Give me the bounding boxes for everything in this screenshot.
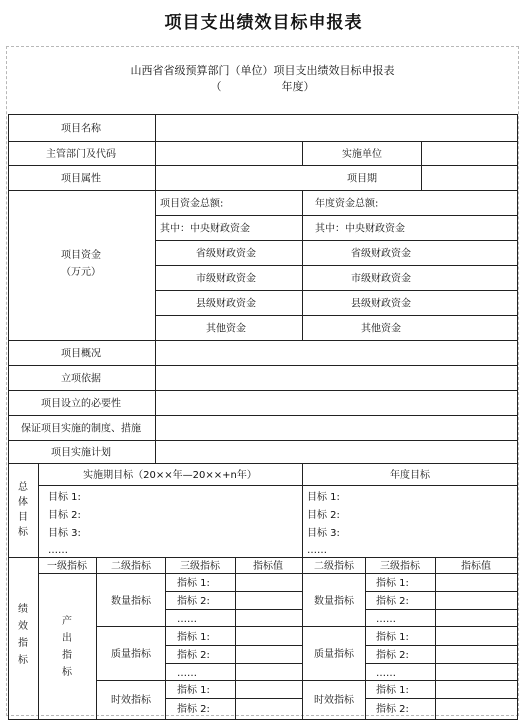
label-other-funds-year: 其他资金 [361, 323, 401, 335]
ind-timeliness: 时效指标 [111, 695, 151, 706]
label-funds-unit: （万元） [61, 267, 101, 278]
label-central-funds: 其中：中央财政资金 [160, 223, 250, 235]
ind-side-1: 绩 [18, 604, 28, 615]
goals-annual-header: 年度目标 [390, 470, 430, 481]
ind-header-value: 指标值 [253, 561, 283, 572]
ind-output-2: 出 [62, 633, 72, 644]
ind-output-4: 标 [62, 667, 72, 678]
ind-side-4: 标 [18, 655, 28, 666]
goal-annual-more: …… [307, 545, 327, 556]
label-provincial-funds-year: 省级财政资金 [351, 248, 411, 260]
ind-q-item-2-annual: 指标 2: [376, 596, 409, 607]
ind-quantity: 数量指标 [111, 596, 151, 607]
ind-quality: 质量指标 [111, 649, 151, 660]
ind-header-l1: 一级指标 [47, 561, 87, 572]
label-guarantee: 保证项目实施的制度、措施 [21, 423, 141, 435]
label-dept-code: 主管部门及代码 [46, 149, 116, 160]
ind-ql-item-1-annual: 指标 1: [376, 632, 409, 643]
label-plan: 项目实施计划 [51, 447, 111, 459]
label-impl-unit: 实施单位 [342, 149, 382, 160]
label-county-funds-year: 县级财政资金 [351, 298, 411, 310]
label-period: 项目期 [347, 173, 377, 185]
goal-annual-1: 目标 1: [307, 492, 340, 503]
label-necessity: 项目设立的必要性 [41, 398, 121, 410]
label-central-funds-year: 其中：中央财政资金 [315, 223, 405, 235]
ind-side-3: 指 [18, 638, 28, 649]
goals-side-3: 目 [18, 512, 28, 523]
ind-header-l2: 二级指标 [111, 561, 151, 572]
label-basis: 立项依据 [61, 373, 101, 385]
ind-header-l3-annual: 三级指标 [380, 561, 420, 572]
ind-q-item-1: 指标 1: [177, 578, 210, 589]
goal-impl-2: 目标 2: [48, 510, 81, 521]
ind-ql-item-more-annual: …… [376, 668, 396, 679]
goals-impl-header: 实施期目标（20××年—20××+n年） [83, 470, 257, 481]
ind-quality-annual: 质量指标 [314, 649, 354, 660]
ind-side-2: 效 [18, 621, 28, 632]
label-other-funds: 其他资金 [206, 323, 246, 335]
goal-impl-3: 目标 3: [48, 528, 81, 539]
ind-q-item-2: 指标 2: [177, 596, 210, 607]
label-funds-total: 项目资金总额: [160, 198, 224, 210]
label-overview: 项目概况 [61, 348, 101, 360]
ind-header-l2-annual: 二级指标 [314, 561, 354, 572]
year-close: 年度） [281, 80, 315, 93]
ind-header-l3: 三级指标 [180, 561, 220, 572]
goals-side-2: 体 [18, 497, 28, 508]
ind-ql-item-more: …… [177, 668, 197, 679]
goal-annual-2: 目标 2: [307, 510, 340, 521]
ind-ql-item-2-annual: 指标 2: [376, 650, 409, 661]
label-city-funds: 市级财政资金 [196, 273, 256, 285]
goal-impl-more: …… [48, 545, 68, 556]
ind-q-item-1-annual: 指标 1: [376, 578, 409, 589]
document-title: 项目支出绩效目标申报表 [164, 13, 363, 33]
ind-q-item-more-annual: …… [376, 614, 396, 625]
ind-output-1: 产 [62, 616, 72, 627]
year-open: （ [210, 80, 222, 93]
goal-annual-3: 目标 3: [307, 528, 340, 539]
label-funds: 项目资金 [61, 250, 101, 261]
ind-t-item-2: 指标 2: [177, 704, 210, 715]
ind-t-item-2-annual: 指标 2: [376, 704, 409, 715]
ind-ql-item-2: 指标 2: [177, 650, 210, 661]
goals-side-4: 标 [18, 527, 28, 538]
table-border [9, 115, 518, 720]
ind-quantity-annual: 数量指标 [314, 596, 354, 607]
ind-output-3: 指 [62, 650, 72, 661]
ind-ql-item-1: 指标 1: [177, 632, 210, 643]
ind-timeliness-annual: 时效指标 [314, 695, 354, 706]
label-city-funds-year: 市级财政资金 [351, 273, 411, 285]
ind-header-value-annual: 指标值 [461, 561, 491, 572]
ind-t-item-1: 指标 1: [177, 685, 210, 696]
label-county-funds: 县级财政资金 [196, 298, 256, 310]
ind-q-item-more: …… [177, 614, 197, 625]
form-header-title: 山西省省级预算部门（单位）项目支出绩效目标申报表 [130, 64, 395, 77]
label-funds-year-total: 年度资金总额: [315, 198, 379, 210]
label-provincial-funds: 省级财政资金 [196, 248, 256, 260]
label-attribute: 项目属性 [61, 173, 101, 185]
goal-impl-1: 目标 1: [48, 492, 81, 503]
goals-side-1: 总 [18, 482, 28, 493]
ind-t-item-1-annual: 指标 1: [376, 685, 409, 696]
label-project-name: 项目名称 [61, 123, 101, 135]
